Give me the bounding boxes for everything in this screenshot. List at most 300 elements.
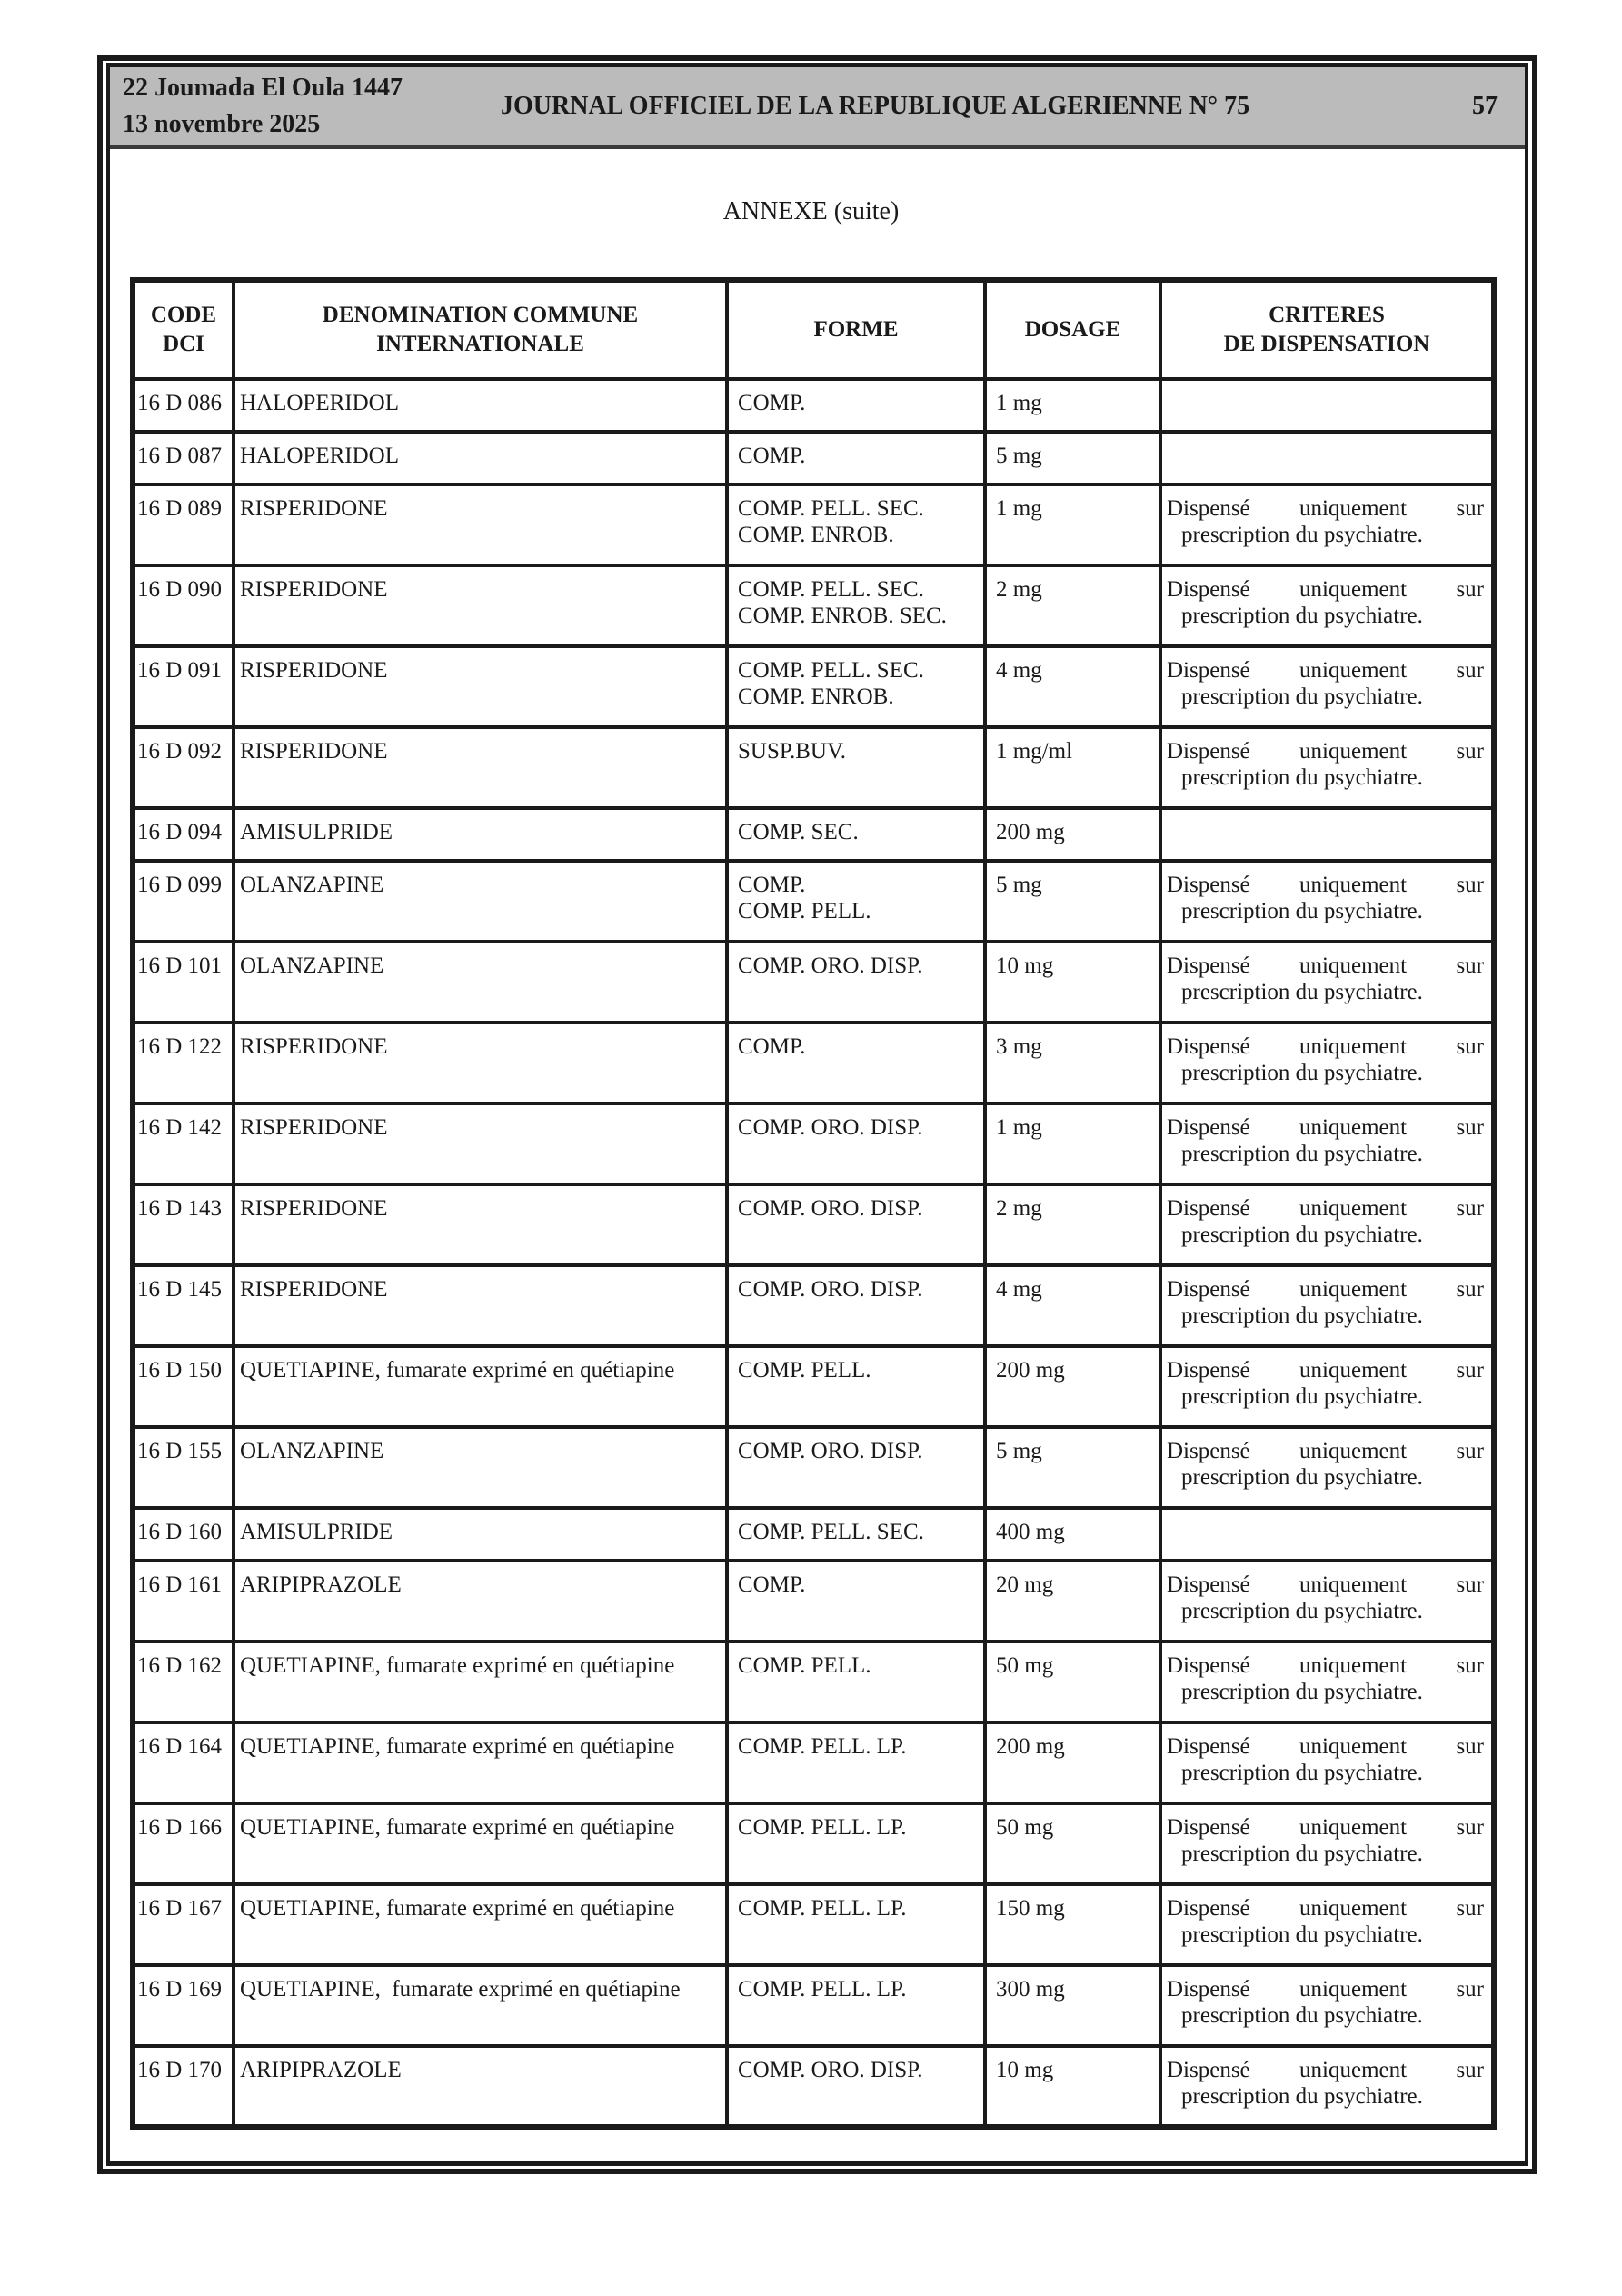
criteria-word: Dispensé <box>1167 1977 1250 2002</box>
denomination: HALOPERIDOL <box>240 444 399 468</box>
cell-criteres <box>1160 1427 1494 1508</box>
journal-header <box>110 67 1525 149</box>
dosage-value: 4 mg <box>996 658 1042 683</box>
criteria-word: Dispensé <box>1167 577 1250 602</box>
criteria-line-2: prescription du psychiatre. <box>1181 1599 1423 1623</box>
forme-value: COMP. PELL. LP. <box>738 1734 907 1759</box>
cell-code-dci <box>133 1642 234 1722</box>
code-dci: 16 D 170 <box>137 2058 223 2082</box>
criteria-word: sur <box>1456 1358 1484 1383</box>
cell-denomination <box>234 1427 727 1508</box>
dosage-value: 10 mg <box>996 2058 1054 2082</box>
dosage-value: 400 mg <box>996 1520 1065 1544</box>
criteria-word: Dispensé <box>1167 1439 1250 1463</box>
cell-denomination <box>234 2046 727 2127</box>
cell-dosage <box>985 1265 1160 1346</box>
dosage-value: 200 mg <box>996 1734 1065 1759</box>
forme-value: COMP. PELL. LP. <box>738 1896 907 1921</box>
table-row <box>133 1561 1494 1642</box>
dosage-value: 300 mg <box>996 1977 1065 2002</box>
cell-criteres <box>1160 942 1494 1023</box>
dosage-value: 1 mg <box>996 496 1042 521</box>
denomination: QUETIAPINE, fumarate exprimé en quétiapine <box>240 1358 675 1383</box>
journal-title: JOURNAL OFFICIEL DE LA REPUBLIQUE ALGERIENNE N° 75 <box>501 92 1250 120</box>
cell-code-dci <box>133 432 234 484</box>
cell-forme <box>727 1965 985 2046</box>
denomination: RISPERIDONE <box>240 577 388 602</box>
code-dci: 16 D 166 <box>137 1815 223 1840</box>
table-row <box>133 484 1494 565</box>
table-row <box>133 1508 1494 1561</box>
forme-value: COMP. PELL. LP. <box>738 1977 907 2002</box>
code-dci: 16 D 091 <box>137 658 223 683</box>
criteria-word: Dispensé <box>1167 1196 1250 1221</box>
criteria-line-2: prescription du psychiatre. <box>1181 2003 1423 2028</box>
code-dci: 16 D 155 <box>137 1439 223 1463</box>
criteria-word: sur <box>1456 1115 1484 1140</box>
cell-forme <box>727 432 985 484</box>
cell-denomination <box>234 1103 727 1184</box>
denomination: OLANZAPINE <box>240 953 384 978</box>
criteria-line-1 <box>1167 1033 1484 1060</box>
criteria-line-1 <box>1167 953 1484 979</box>
forme-value: COMP. <box>738 1034 806 1059</box>
denomination: QUETIAPINE, fumarate exprimé en quétiapine <box>240 1734 675 1759</box>
forme-value: COMP. PELL. SEC. <box>738 658 924 683</box>
dosage-value: 50 mg <box>996 1815 1054 1840</box>
criteria-word: Dispensé <box>1167 1734 1250 1759</box>
table-row <box>133 1803 1494 1884</box>
forme-value: COMP. ENROB. <box>738 523 894 547</box>
criteria-word: uniquement <box>1299 1896 1408 1921</box>
code-dci: 16 D 143 <box>137 1196 223 1221</box>
criteria-line-2: prescription du psychiatre. <box>1181 684 1423 709</box>
table-row <box>133 861 1494 942</box>
cell-dosage <box>985 1103 1160 1184</box>
dosage-value: 10 mg <box>996 953 1054 978</box>
code-dci: 16 D 101 <box>137 953 223 978</box>
criteria-word: uniquement <box>1299 2058 1408 2082</box>
cell-dosage <box>985 1023 1160 1103</box>
cell-dosage <box>985 942 1160 1023</box>
cell-forme <box>727 484 985 565</box>
forme-value: COMP. PELL. <box>738 899 871 923</box>
criteria-line-1 <box>1167 1357 1484 1383</box>
denomination: ARIPIPRAZOLE <box>240 2058 402 2082</box>
criteria-word: sur <box>1456 1277 1484 1302</box>
criteria-line-1 <box>1167 1814 1484 1841</box>
cell-dosage <box>985 565 1160 646</box>
forme-value: COMP. ORO. DISP. <box>738 953 923 978</box>
cell-criteres <box>1160 1884 1494 1965</box>
cell-dosage <box>985 1965 1160 2046</box>
criteria-line-2: prescription du psychiatre. <box>1181 1142 1423 1166</box>
cell-dosage <box>985 1722 1160 1803</box>
code-dci: 16 D 122 <box>137 1034 223 1059</box>
denomination: QUETIAPINE, fumarate exprimé en quétiapine <box>240 1815 675 1840</box>
cell-code-dci <box>133 1103 234 1184</box>
table-row <box>133 432 1494 484</box>
code-dci: 16 D 142 <box>137 1115 223 1140</box>
cell-code-dci <box>133 1508 234 1561</box>
table-row <box>133 1884 1494 1965</box>
criteria-word: sur <box>1456 953 1484 978</box>
dosage-value: 2 mg <box>996 577 1042 602</box>
cell-criteres <box>1160 861 1494 942</box>
criteria-word: Dispensé <box>1167 739 1250 764</box>
criteria-word: uniquement <box>1299 496 1408 521</box>
code-dci: 16 D 161 <box>137 1572 223 1597</box>
cell-criteres <box>1160 1103 1494 1184</box>
criteria-line-1 <box>1167 1895 1484 1922</box>
criteria-line-2: prescription du psychiatre. <box>1181 604 1423 628</box>
cell-criteres <box>1160 565 1494 646</box>
cell-forme <box>727 1103 985 1184</box>
cell-code-dci <box>133 1722 234 1803</box>
cell-dosage <box>985 1427 1160 1508</box>
dosage-value: 200 mg <box>996 820 1065 844</box>
dosage-value: 5 mg <box>996 444 1042 468</box>
cell-forme <box>727 1427 985 1508</box>
denomination: RISPERIDONE <box>240 1034 388 1059</box>
forme-value: COMP. <box>738 391 806 415</box>
criteria-word: uniquement <box>1299 1115 1408 1140</box>
cell-denomination <box>234 379 727 432</box>
forme-value: COMP. ENROB. SEC. <box>738 604 947 628</box>
cell-criteres <box>1160 1265 1494 1346</box>
cell-code-dci <box>133 1803 234 1884</box>
criteria-word: uniquement <box>1299 1196 1408 1221</box>
cell-denomination <box>234 1184 727 1265</box>
forme-value: SUSP.BUV. <box>738 739 847 764</box>
cell-forme <box>727 1023 985 1103</box>
criteria-word: Dispensé <box>1167 1115 1250 1140</box>
cell-criteres <box>1160 432 1494 484</box>
cell-criteres <box>1160 1023 1494 1103</box>
cell-criteres <box>1160 2046 1494 2127</box>
criteria-line-2: prescription du psychiatre. <box>1181 1842 1423 1866</box>
dosage-value: 5 mg <box>996 873 1042 897</box>
criteria-word: sur <box>1456 1439 1484 1463</box>
table-body <box>133 379 1494 2127</box>
cell-criteres <box>1160 1346 1494 1427</box>
criteria-word: Dispensé <box>1167 1277 1250 1302</box>
table-row <box>133 808 1494 861</box>
criteria-word: sur <box>1456 1653 1484 1678</box>
criteria-word: uniquement <box>1299 1653 1408 1678</box>
cell-code-dci <box>133 1884 234 1965</box>
dosage-value: 1 mg <box>996 1115 1042 1140</box>
annex-title: ANNEXE (suite) <box>722 197 900 225</box>
denomination: RISPERIDONE <box>240 1196 388 1221</box>
forme-value: COMP. PELL. SEC. <box>738 577 924 602</box>
cell-code-dci <box>133 1184 234 1265</box>
criteria-word: Dispensé <box>1167 1653 1250 1678</box>
cell-forme <box>727 1561 985 1642</box>
criteria-line-2: prescription du psychiatre. <box>1181 1465 1423 1490</box>
cell-denomination <box>234 484 727 565</box>
criteria-line-1 <box>1167 1195 1484 1222</box>
cell-denomination <box>234 1722 727 1803</box>
criteria-word: sur <box>1456 496 1484 521</box>
denomination: ARIPIPRAZOLE <box>240 1572 402 1597</box>
dosage-value: 3 mg <box>996 1034 1042 1059</box>
column-header-dosage: DOSAGE <box>985 280 1160 379</box>
criteria-line-2: prescription du psychiatre. <box>1181 899 1423 923</box>
code-dci: 16 D 092 <box>137 739 223 764</box>
cell-dosage <box>985 1508 1160 1561</box>
cell-code-dci <box>133 808 234 861</box>
annex-table <box>130 277 1497 2130</box>
criteria-word: Dispensé <box>1167 658 1250 683</box>
cell-denomination <box>234 1642 727 1722</box>
cell-criteres <box>1160 808 1494 861</box>
cell-denomination <box>234 808 727 861</box>
criteria-word: sur <box>1456 1896 1484 1921</box>
forme-value: COMP. ORO. DISP. <box>738 1439 923 1463</box>
code-dci: 16 D 164 <box>137 1734 223 1759</box>
cell-forme <box>727 2046 985 2127</box>
cell-code-dci <box>133 379 234 432</box>
forme-value: COMP. PELL. <box>738 1653 871 1678</box>
table-row <box>133 1346 1494 1427</box>
criteria-word: uniquement <box>1299 873 1408 897</box>
criteria-word: Dispensé <box>1167 2058 1250 2082</box>
cell-forme <box>727 1884 985 1965</box>
cell-dosage <box>985 1346 1160 1427</box>
cell-code-dci <box>133 1427 234 1508</box>
gregorian-date: 13 novembre 2025 <box>123 110 321 138</box>
forme-value: COMP. <box>738 1572 806 1597</box>
cell-criteres <box>1160 484 1494 565</box>
forme-value: COMP. PELL. LP. <box>738 1815 907 1840</box>
criteria-word: Dispensé <box>1167 1815 1250 1840</box>
cell-code-dci <box>133 1561 234 1642</box>
criteria-word: Dispensé <box>1167 496 1250 521</box>
forme-value: COMP. PELL. SEC. <box>738 496 924 521</box>
column-header-forme: FORME <box>727 280 985 379</box>
table-row <box>133 1023 1494 1103</box>
criteria-line-2: prescription du psychiatre. <box>1181 1061 1423 1085</box>
cell-forme <box>727 942 985 1023</box>
cell-denomination <box>234 1561 727 1642</box>
criteria-line-1 <box>1167 1733 1484 1760</box>
dosage-value: 200 mg <box>996 1358 1065 1383</box>
cell-dosage <box>985 1884 1160 1965</box>
criteria-word: Dispensé <box>1167 953 1250 978</box>
table-row <box>133 379 1494 432</box>
criteria-word: sur <box>1456 1734 1484 1759</box>
criteria-word: sur <box>1456 1572 1484 1597</box>
criteria-word: Dispensé <box>1167 1358 1250 1383</box>
cell-denomination <box>234 1023 727 1103</box>
denomination: AMISULPRIDE <box>240 820 393 844</box>
cell-dosage <box>985 1184 1160 1265</box>
criteria-line-1 <box>1167 1438 1484 1464</box>
cell-dosage <box>985 861 1160 942</box>
cell-denomination <box>234 1803 727 1884</box>
criteria-word: uniquement <box>1299 739 1408 764</box>
cell-dosage <box>985 1561 1160 1642</box>
criteria-line-1 <box>1167 1976 1484 2002</box>
dosage-value: 20 mg <box>996 1572 1054 1597</box>
code-dci: 16 D 169 <box>137 1977 223 2002</box>
cell-denomination <box>234 1265 727 1346</box>
criteria-line-2: prescription du psychiatre. <box>1181 1761 1423 1785</box>
denomination: RISPERIDONE <box>240 1115 388 1140</box>
criteria-line-1 <box>1167 576 1484 603</box>
criteria-line-2: prescription du psychiatre. <box>1181 1922 1423 1947</box>
hijri-date: 22 Joumada El Oula 1447 <box>123 74 403 102</box>
criteria-word: uniquement <box>1299 1734 1408 1759</box>
criteria-word: uniquement <box>1299 1439 1408 1463</box>
cell-forme <box>727 727 985 808</box>
cell-forme <box>727 1803 985 1884</box>
cell-dosage <box>985 727 1160 808</box>
column-header-criteres: CRITERES DE DISPENSATION <box>1160 280 1494 379</box>
code-dci: 16 D 086 <box>137 391 223 415</box>
code-dci: 16 D 167 <box>137 1896 223 1921</box>
criteria-word: uniquement <box>1299 1815 1408 1840</box>
cell-dosage <box>985 808 1160 861</box>
denomination: RISPERIDONE <box>240 1277 388 1302</box>
code-dci: 16 D 089 <box>137 496 223 521</box>
cell-denomination <box>234 1508 727 1561</box>
table-row <box>133 1184 1494 1265</box>
table-row <box>133 1722 1494 1803</box>
table-row <box>133 1642 1494 1722</box>
denomination: HALOPERIDOL <box>240 391 399 415</box>
denomination: AMISULPRIDE <box>240 1520 393 1544</box>
criteria-word: sur <box>1456 1815 1484 1840</box>
criteria-word: Dispensé <box>1167 1896 1250 1921</box>
table-row <box>133 1965 1494 2046</box>
criteria-word: sur <box>1456 658 1484 683</box>
criteria-word: sur <box>1456 577 1484 602</box>
cell-code-dci <box>133 484 234 565</box>
cell-criteres <box>1160 1184 1494 1265</box>
cell-forme <box>727 1184 985 1265</box>
forme-value: COMP. ORO. DISP. <box>738 1196 923 1221</box>
cell-denomination <box>234 646 727 727</box>
code-dci: 16 D 094 <box>137 820 223 844</box>
criteria-word: sur <box>1456 1977 1484 2002</box>
dosage-value: 1 mg <box>996 391 1042 415</box>
code-dci: 16 D 160 <box>137 1520 223 1544</box>
dosage-value: 5 mg <box>996 1439 1042 1463</box>
cell-forme <box>727 646 985 727</box>
cell-denomination <box>234 432 727 484</box>
criteria-line-2: prescription du psychiatre. <box>1181 765 1423 790</box>
cell-criteres <box>1160 1965 1494 2046</box>
denomination: RISPERIDONE <box>240 658 388 683</box>
denomination: OLANZAPINE <box>240 873 384 897</box>
cell-code-dci <box>133 1965 234 2046</box>
code-dci: 16 D 150 <box>137 1358 223 1383</box>
cell-forme <box>727 1346 985 1427</box>
cell-code-dci <box>133 565 234 646</box>
criteria-line-2: prescription du psychiatre. <box>1181 1223 1423 1247</box>
criteria-line-2: prescription du psychiatre. <box>1181 523 1423 547</box>
criteria-word: sur <box>1456 2058 1484 2082</box>
cell-code-dci <box>133 1346 234 1427</box>
criteria-line-1 <box>1167 657 1484 684</box>
cell-denomination <box>234 565 727 646</box>
forme-value: COMP. SEC. <box>738 820 859 844</box>
cell-criteres <box>1160 1803 1494 1884</box>
table-row <box>133 942 1494 1023</box>
forme-value: COMP. <box>738 873 806 897</box>
cell-code-dci <box>133 2046 234 2127</box>
denomination: QUETIAPINE, fumarate exprimé en quétiapine <box>240 1896 675 1921</box>
forme-value: COMP. PELL. SEC. <box>738 1520 924 1544</box>
cell-forme <box>727 379 985 432</box>
cell-forme <box>727 1508 985 1561</box>
forme-value: COMP. <box>738 444 806 468</box>
code-dci: 16 D 145 <box>137 1277 223 1302</box>
denomination: RISPERIDONE <box>240 496 388 521</box>
criteria-word: uniquement <box>1299 658 1408 683</box>
denomination: QUETIAPINE, fumarate exprimé en quétiapine <box>240 1977 681 2002</box>
dosage-value: 2 mg <box>996 1196 1042 1221</box>
criteria-word: uniquement <box>1299 1277 1408 1302</box>
forme-value: COMP. ENROB. <box>738 684 894 709</box>
code-dci: 16 D 162 <box>137 1653 223 1678</box>
column-header-code: CODE DCI <box>133 280 234 379</box>
criteria-word: sur <box>1456 873 1484 897</box>
criteria-word: uniquement <box>1299 1572 1408 1597</box>
criteria-word: uniquement <box>1299 1977 1408 2002</box>
table-row <box>133 646 1494 727</box>
cell-forme <box>727 1265 985 1346</box>
table-header-row <box>133 280 1494 379</box>
table-row <box>133 727 1494 808</box>
criteria-line-1 <box>1167 738 1484 764</box>
forme-value: COMP. PELL. <box>738 1358 871 1383</box>
dosage-value: 50 mg <box>996 1653 1054 1678</box>
cell-code-dci <box>133 646 234 727</box>
criteria-word: sur <box>1456 1034 1484 1059</box>
dosage-value: 4 mg <box>996 1277 1042 1302</box>
cell-denomination <box>234 861 727 942</box>
cell-denomination <box>234 1965 727 2046</box>
table-row <box>133 565 1494 646</box>
cell-dosage <box>985 646 1160 727</box>
dosage-value: 1 mg/ml <box>996 739 1073 764</box>
denomination: RISPERIDONE <box>240 739 388 764</box>
forme-value: COMP. ORO. DISP. <box>738 2058 923 2082</box>
criteria-word: Dispensé <box>1167 873 1250 897</box>
code-dci: 16 D 087 <box>137 444 223 468</box>
cell-code-dci <box>133 942 234 1023</box>
cell-criteres <box>1160 379 1494 432</box>
criteria-word: uniquement <box>1299 1034 1408 1059</box>
cell-dosage <box>985 2046 1160 2127</box>
cell-criteres <box>1160 1722 1494 1803</box>
criteria-line-1 <box>1167 2057 1484 2083</box>
criteria-word: sur <box>1456 1196 1484 1221</box>
denomination: OLANZAPINE <box>240 1439 384 1463</box>
table-row <box>133 1103 1494 1184</box>
cell-forme <box>727 1642 985 1722</box>
cell-forme <box>727 861 985 942</box>
criteria-line-1 <box>1167 1652 1484 1679</box>
denomination: QUETIAPINE, fumarate exprimé en quétiapine <box>240 1653 675 1678</box>
criteria-line-2: prescription du psychiatre. <box>1181 2084 1423 2109</box>
criteria-line-2: prescription du psychiatre. <box>1181 1680 1423 1704</box>
page-number: 57 <box>1472 92 1498 120</box>
cell-code-dci <box>133 727 234 808</box>
